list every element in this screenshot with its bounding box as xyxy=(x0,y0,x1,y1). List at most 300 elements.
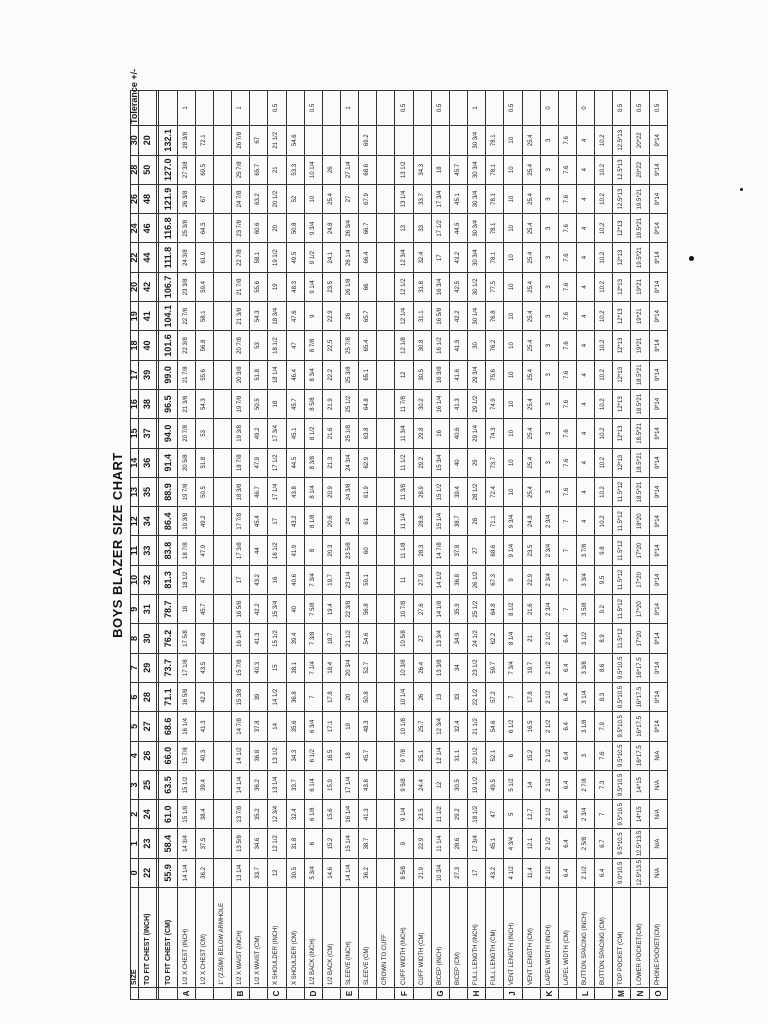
value-cell: 19*21 xyxy=(631,302,649,331)
row-letter-cell xyxy=(195,988,213,1000)
value-cell: 21.6 xyxy=(322,419,340,448)
value-cell: 22 3/8 xyxy=(340,595,358,624)
value-cell: 21.9 xyxy=(322,389,340,418)
value-cell: 25 3/8 xyxy=(177,214,195,243)
tolerance-cell xyxy=(159,91,177,126)
value-cell: 23 1/2 xyxy=(468,653,486,682)
value-cell: 111.8 xyxy=(159,243,177,272)
value-cell: 48.3 xyxy=(286,272,304,301)
measurement-row xyxy=(286,91,304,1000)
value-cell xyxy=(377,624,395,653)
value-cell: 21.3 xyxy=(322,448,340,477)
value-cell: 16 3/4 xyxy=(431,272,449,301)
value-cell xyxy=(377,302,395,331)
value-cell: 65.1 xyxy=(359,360,377,389)
value-cell: 6 1/2 xyxy=(304,741,322,770)
value-cell: 10 xyxy=(504,243,522,272)
size-header-cell: 7 xyxy=(131,653,139,682)
value-cell xyxy=(377,331,395,360)
value-cell: 6 1/2 xyxy=(504,712,522,741)
value-cell: 7 xyxy=(558,565,576,594)
value-cell: 51.8 xyxy=(195,448,213,477)
value-cell: 12 1/4 xyxy=(431,741,449,770)
value-cell: 77.5 xyxy=(486,272,504,301)
value-cell: 6.4 xyxy=(595,858,613,887)
value-cell: 16 5/8 xyxy=(232,595,250,624)
value-cell: 12*13 xyxy=(613,360,631,389)
value-cell: 12*13 xyxy=(613,272,631,301)
value-cell: 17.8 xyxy=(522,682,540,711)
value-cell: 74.9 xyxy=(486,389,504,418)
value-cell: 4 xyxy=(577,126,595,156)
value-cell: 47 xyxy=(286,331,304,360)
tolerance-cell xyxy=(522,91,540,126)
value-cell: 23.5 xyxy=(322,272,340,301)
value-cell: 47 xyxy=(486,800,504,829)
value-cell: 3 1/8 xyxy=(577,712,595,741)
value-cell: 4 xyxy=(577,419,595,448)
measurement-row xyxy=(449,91,467,1000)
value-cell: 2 3/4 xyxy=(540,595,558,624)
value-cell: 9*14 xyxy=(649,565,667,594)
value-cell xyxy=(213,126,231,156)
value-cell: 12*13 xyxy=(613,302,631,331)
value-cell: 20 xyxy=(139,126,157,156)
value-cell xyxy=(213,829,231,858)
value-cell: 10 5/8 xyxy=(395,624,413,653)
value-cell: 62.9 xyxy=(359,448,377,477)
chart-title: BOYS BLAZER SIZE CHART xyxy=(110,452,125,638)
value-cell: 9.5*10.5 xyxy=(613,712,631,741)
value-cell: 42.2 xyxy=(195,682,213,711)
value-cell: 30.5 xyxy=(449,770,467,799)
value-cell: 27 1/4 xyxy=(340,155,358,184)
value-cell: 12 1/2 xyxy=(268,829,286,858)
value-cell: 12.5*13.5 xyxy=(631,829,649,858)
value-cell: 12 xyxy=(431,770,449,799)
row-label-cell: 1/2 X CHEST (INCH) xyxy=(177,888,195,988)
value-cell: 25.4 xyxy=(522,184,540,213)
value-cell: 2 1/2 xyxy=(540,829,558,858)
value-cell: 25.4 xyxy=(522,126,540,156)
value-cell: 10 xyxy=(504,155,522,184)
value-cell: 43.8 xyxy=(286,477,304,506)
row-label-cell: X SHOULDER (INCH) xyxy=(268,888,286,988)
value-cell: 28 xyxy=(468,507,486,536)
value-cell: 3 7/8 xyxy=(577,536,595,565)
measurement-row xyxy=(558,91,576,1000)
value-cell: 11.5*12 xyxy=(613,565,631,594)
measurement-row xyxy=(250,91,268,1000)
size-header-cell: 12 xyxy=(131,507,139,536)
value-cell: 121.9 xyxy=(159,184,177,213)
value-cell: 42.2 xyxy=(250,595,268,624)
value-cell: 15.2 xyxy=(522,741,540,770)
value-cell: 14 1/8 xyxy=(431,595,449,624)
value-cell: 33 xyxy=(413,214,431,243)
value-cell: 31.8 xyxy=(413,272,431,301)
value-cell: 9*14 xyxy=(649,653,667,682)
value-cell: 9.5*10.5 xyxy=(613,829,631,858)
value-cell: 37 xyxy=(139,419,157,448)
value-cell: 54.3 xyxy=(250,302,268,331)
value-cell: 36.2 xyxy=(195,858,213,887)
tolerance-cell: 1 xyxy=(232,91,250,126)
value-cell: 39.4 xyxy=(195,770,213,799)
row-label-cell: SLEEVE (CM) xyxy=(359,888,377,988)
value-cell: 7 xyxy=(558,507,576,536)
value-cell: 17 3/4 xyxy=(468,829,486,858)
measurement-row xyxy=(468,91,486,1000)
value-cell: 64.8 xyxy=(486,595,504,624)
value-cell: 25.4 xyxy=(522,389,540,418)
value-cell: 9 3/4 xyxy=(304,214,322,243)
value-cell: 24.1 xyxy=(322,243,340,272)
value-cell: 36.2 xyxy=(359,858,377,887)
value-cell: 20 xyxy=(340,682,358,711)
tolerance-cell: 0.5 xyxy=(304,91,322,126)
value-cell: 16*17.5 xyxy=(631,682,649,711)
value-cell: 21 xyxy=(268,155,286,184)
value-cell: 16 1/2 xyxy=(431,331,449,360)
value-cell xyxy=(304,126,322,156)
tolerance-cell: 0 xyxy=(540,91,558,126)
value-cell: 19 7/8 xyxy=(232,389,250,418)
value-cell: 17 1/2 xyxy=(268,448,286,477)
value-cell: 21 xyxy=(522,624,540,653)
value-cell: 6.4 xyxy=(558,829,576,858)
row-label-cell: FULL LENGTH (CM) xyxy=(486,888,504,988)
value-cell: 19.4 xyxy=(322,595,340,624)
value-cell: 43.2 xyxy=(449,243,467,272)
row-letter-cell: H xyxy=(468,988,486,1000)
value-cell: 50.5 xyxy=(250,389,268,418)
value-cell xyxy=(213,155,231,184)
value-cell: 54.6 xyxy=(486,712,504,741)
value-cell: 14 1/2 xyxy=(431,565,449,594)
value-cell: 71.1 xyxy=(486,507,504,536)
tolerance-cell xyxy=(139,91,157,126)
value-cell: 25 7/8 xyxy=(340,331,358,360)
value-cell: 21 1/2 xyxy=(268,126,286,156)
value-cell: 15 3/8 xyxy=(232,682,250,711)
measurement-row xyxy=(540,91,558,1000)
value-cell: 25 1/2 xyxy=(340,389,358,418)
row-label-cell: LAPEL WIDTH (CM) xyxy=(558,888,576,988)
value-cell: 9*14 xyxy=(649,536,667,565)
value-cell: 35.2 xyxy=(250,800,268,829)
value-cell: 13 7/8 xyxy=(232,800,250,829)
row-label-cell: CUFF WIDTH (INCH) xyxy=(395,888,413,988)
value-cell: 5 1/2 xyxy=(504,770,522,799)
value-cell: 17 3/4 xyxy=(268,419,286,448)
value-cell: 10 xyxy=(504,214,522,243)
value-cell: 63.8 xyxy=(359,419,377,448)
value-cell: 29 xyxy=(139,653,157,682)
value-cell: 26 1/2 xyxy=(468,565,486,594)
value-cell: 14 1/2 xyxy=(268,682,286,711)
value-cell: 2 3/4 xyxy=(577,800,595,829)
value-cell: 31.8 xyxy=(286,829,304,858)
measurement-row xyxy=(613,91,631,1000)
value-cell: 10 1/8 xyxy=(395,712,413,741)
value-cell: 67.9 xyxy=(359,184,377,213)
value-cell: 32.4 xyxy=(413,243,431,272)
tolerance-cell xyxy=(322,91,340,126)
value-cell: 19.7 xyxy=(322,565,340,594)
value-cell: 13 3/8 xyxy=(431,653,449,682)
value-cell: 35.9 xyxy=(449,595,467,624)
value-cell: 33.7 xyxy=(250,858,268,887)
value-cell: 12.1 xyxy=(522,829,540,858)
value-cell: 60.6 xyxy=(250,214,268,243)
value-cell: 42.2 xyxy=(449,302,467,331)
value-cell: 42 xyxy=(139,272,157,301)
value-cell: 10.2 xyxy=(595,419,613,448)
value-cell: 10 xyxy=(504,419,522,448)
value-cell xyxy=(395,126,413,156)
value-cell xyxy=(377,712,395,741)
value-cell: 65.7 xyxy=(250,155,268,184)
value-cell: 7.6 xyxy=(558,272,576,301)
value-cell: 14 7/8 xyxy=(232,712,250,741)
value-cell: 20 5/8 xyxy=(177,448,195,477)
value-cell: 65.7 xyxy=(359,302,377,331)
row-letter-cell xyxy=(139,988,157,1000)
value-cell: 29 xyxy=(468,448,486,477)
value-cell: 45.1 xyxy=(286,419,304,448)
value-cell: 2 1/2 xyxy=(540,858,558,887)
value-cell: 3 1/4 xyxy=(577,682,595,711)
value-cell: 9*14 xyxy=(649,360,667,389)
row-label-cell: LAPEL WIDTH (INCH) xyxy=(540,888,558,988)
value-cell: 9 1/2 xyxy=(304,243,322,272)
value-cell: 50.8 xyxy=(286,214,304,243)
value-cell: 38.1 xyxy=(286,653,304,682)
value-cell xyxy=(213,507,231,536)
value-cell: 33 xyxy=(139,536,157,565)
value-cell: 25.4 xyxy=(522,243,540,272)
value-cell: 24 1/2 xyxy=(468,624,486,653)
value-cell: 7 5/8 xyxy=(304,595,322,624)
value-cell: 9*14 xyxy=(649,214,667,243)
value-cell: 23 xyxy=(139,829,157,858)
value-cell: 24 3/4 xyxy=(340,448,358,477)
value-cell xyxy=(377,243,395,272)
value-cell: 11 1/2 xyxy=(395,448,413,477)
value-cell: 19.7 xyxy=(522,653,540,682)
value-cell: 57.2 xyxy=(486,682,504,711)
value-cell: 15 xyxy=(268,653,286,682)
value-cell: 75.6 xyxy=(486,360,504,389)
value-cell: 30 3/4 xyxy=(468,214,486,243)
value-cell: 47.9 xyxy=(250,448,268,477)
value-cell: 49.5 xyxy=(486,770,504,799)
value-cell: 6.4 xyxy=(558,858,576,887)
tolerance-cell xyxy=(413,91,431,126)
value-cell: 66.4 xyxy=(359,243,377,272)
value-cell xyxy=(377,800,395,829)
value-cell: 28.6 xyxy=(449,829,467,858)
value-cell: 28 1/2 xyxy=(468,477,486,506)
row-letter-cell: B xyxy=(232,988,250,1000)
value-cell: 41.9 xyxy=(449,331,467,360)
value-cell: 58.1 xyxy=(250,243,268,272)
value-cell: 66.7 xyxy=(359,214,377,243)
value-cell xyxy=(213,858,231,887)
value-cell: 17.8 xyxy=(322,682,340,711)
value-cell: 36.2 xyxy=(250,770,268,799)
value-cell: 16.5 xyxy=(522,712,540,741)
row-letter-cell xyxy=(558,988,576,1000)
row-label-cell: CROWN TO CUFF xyxy=(377,888,395,988)
value-cell: 47 xyxy=(195,565,213,594)
value-cell xyxy=(413,126,431,156)
value-cell: 3 xyxy=(540,126,558,156)
value-cell: 11.5*12 xyxy=(613,507,631,536)
size-header-cell: 28 xyxy=(131,155,139,184)
value-cell: 3 xyxy=(540,214,558,243)
value-cell: 2 1/2 xyxy=(540,624,558,653)
value-cell: 3 xyxy=(540,243,558,272)
value-cell: 83.8 xyxy=(159,536,177,565)
value-cell: 7.6 xyxy=(558,477,576,506)
value-cell: N/A xyxy=(649,741,667,770)
value-cell: 45.4 xyxy=(250,507,268,536)
value-cell: 29 3/4 xyxy=(468,360,486,389)
value-cell: 25.1 xyxy=(413,741,431,770)
value-cell xyxy=(377,419,395,448)
value-cell: 24 3/8 xyxy=(340,477,358,506)
value-cell: 27 xyxy=(139,712,157,741)
value-cell: 12 3/4 xyxy=(268,800,286,829)
value-cell: 9*14 xyxy=(649,419,667,448)
value-cell: 20.6 xyxy=(322,507,340,536)
value-cell: 14 7/8 xyxy=(431,536,449,565)
value-cell: 13 1/2 xyxy=(268,741,286,770)
value-cell: 3 xyxy=(540,331,558,360)
tolerance-cell xyxy=(195,91,213,126)
size-header-cell: 5 xyxy=(131,712,139,741)
value-cell: 24.8 xyxy=(322,214,340,243)
row-letter-cell xyxy=(250,988,268,1000)
value-cell: 10.2 xyxy=(595,302,613,331)
row-label-cell: BICEP (INCH) xyxy=(431,888,449,988)
value-cell: 24 7/8 xyxy=(232,184,250,213)
measurement-row xyxy=(268,91,286,1000)
value-cell: 7 xyxy=(304,682,322,711)
value-cell: 4 xyxy=(577,272,595,301)
value-cell: 14 1/4 xyxy=(232,770,250,799)
size-header-row xyxy=(131,91,139,1000)
value-cell xyxy=(377,682,395,711)
value-cell: 68.6 xyxy=(486,536,504,565)
row-letter-cell xyxy=(522,988,540,1000)
value-cell: 73.7 xyxy=(159,653,177,682)
value-cell: 4 xyxy=(577,448,595,477)
value-cell: 22.9 xyxy=(522,565,540,594)
value-cell: 9*14 xyxy=(649,477,667,506)
value-cell: 19 xyxy=(340,712,358,741)
value-cell: 7.6 xyxy=(558,448,576,477)
value-cell: 17 1/2 xyxy=(431,214,449,243)
value-cell: 7 xyxy=(504,682,522,711)
value-cell: 18.7 xyxy=(322,624,340,653)
value-cell: 19 xyxy=(268,272,286,301)
value-cell: 8.3 xyxy=(595,682,613,711)
value-cell: 11.5*12 xyxy=(613,477,631,506)
tolerance-cell xyxy=(449,91,467,126)
value-cell: 45.1 xyxy=(449,184,467,213)
value-cell: 64.8 xyxy=(359,389,377,418)
value-cell: 30.8 xyxy=(413,331,431,360)
value-cell: 18.4 xyxy=(322,653,340,682)
value-cell: 18 7/8 xyxy=(177,536,195,565)
value-cell: 12*13 xyxy=(613,243,631,272)
value-cell xyxy=(377,829,395,858)
value-cell: 9*14 xyxy=(649,712,667,741)
value-cell xyxy=(377,389,395,418)
value-cell xyxy=(213,770,231,799)
value-cell: 26 1/4 xyxy=(340,243,358,272)
value-cell: 6.4 xyxy=(558,800,576,829)
value-cell: 50 xyxy=(139,155,157,184)
value-cell: 43.5 xyxy=(195,653,213,682)
value-cell: 8 5/8 xyxy=(395,858,413,887)
value-cell: 14 1/4 xyxy=(177,858,195,887)
value-cell xyxy=(213,741,231,770)
value-cell: 12.5*13 xyxy=(613,155,631,184)
value-cell: 8 xyxy=(304,536,322,565)
value-cell: 15 1/2 xyxy=(431,477,449,506)
value-cell: 38.7 xyxy=(449,507,467,536)
value-cell: 11 3/8 xyxy=(395,477,413,506)
value-cell: 21 7/8 xyxy=(177,360,195,389)
value-cell: 9*14 xyxy=(649,682,667,711)
letter-cell xyxy=(131,988,139,1000)
value-cell: 3 xyxy=(540,448,558,477)
tolerance-cell xyxy=(486,91,504,126)
tolerance-cell xyxy=(286,91,304,126)
value-cell: 25.4 xyxy=(522,302,540,331)
value-cell: 10 1/4 xyxy=(304,155,322,184)
value-cell: 6.4 xyxy=(558,682,576,711)
value-cell: 9*14 xyxy=(649,331,667,360)
value-cell: 20 1/2 xyxy=(468,741,486,770)
size-header-cell: 6 xyxy=(131,682,139,711)
size-label-cell: SIZE xyxy=(131,888,139,988)
value-cell: 28 3/8 xyxy=(177,126,195,156)
value-cell: 25.4 xyxy=(522,272,540,301)
value-cell: 11 xyxy=(395,565,413,594)
value-cell: 12 3/4 xyxy=(431,712,449,741)
value-cell: 34 xyxy=(449,653,467,682)
value-cell: 76.2 xyxy=(486,331,504,360)
measurement-row xyxy=(159,91,177,1000)
value-cell: N/A xyxy=(649,770,667,799)
value-cell xyxy=(377,595,395,624)
value-cell: 11 1/8 xyxy=(395,536,413,565)
value-cell: 54.3 xyxy=(195,389,213,418)
value-cell: 20 xyxy=(268,214,286,243)
value-cell: 60 xyxy=(359,536,377,565)
value-cell: 39.4 xyxy=(449,477,467,506)
value-cell: 15.9 xyxy=(322,770,340,799)
value-cell: 26 xyxy=(322,155,340,184)
value-cell: 41.9 xyxy=(286,536,304,565)
value-cell: 12*13 xyxy=(613,448,631,477)
value-cell: 16 3/8 xyxy=(431,360,449,389)
